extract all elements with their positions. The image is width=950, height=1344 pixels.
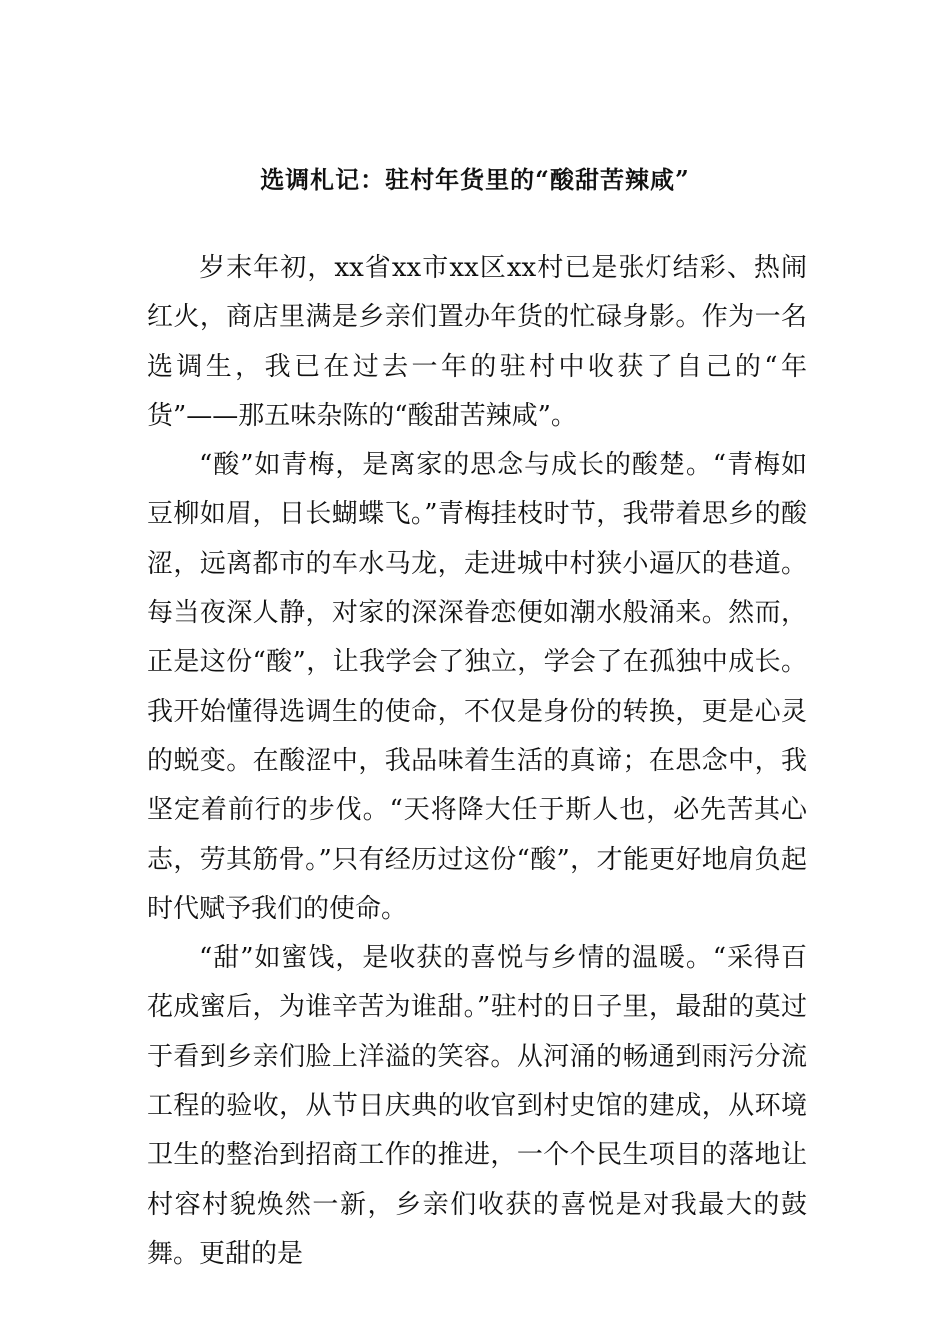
document-title: 选调札记：驻村年货里的“酸甜苦辣咸” bbox=[260, 165, 690, 194]
paragraph-sour: “酸”如青梅，是离家的思念与成长的酸楚。“青梅如豆柳如眉，日长蝴蝶飞。”青梅挂枝时节，我带着思乡的酸涩，远离都市的车水马龙，走进城中村狭小逼仄的巷道。每当夜深人静，对家的深深眷恋便如潮水般涌来。然而，正是这份“酸”，让我学会了独立，学会了在孤独中成长。我开始懂得选调生的使命，不仅是身份的转换，更是心灵的蜕变。在酸涩中，我品味着生活的真谛；在思念中，我坚定着前行的步伐。“天将降大任于斯人也，必先苦其心志，劳其筋骨。”只有经历过这份“酸”，才能更好地肩负起时代赋予我们的使命。 bbox=[147, 450, 807, 924]
paragraph-intro: 岁末年初，xx省xx市xx区xx村已是张灯结彩、热闹红火，商店里满是乡亲们置办年货的忙碌身影。作为一名选调生，我已在过去一年的驻村中收获了自己的“年货”——那五味杂陈的“酸甜苦辣咸”。 bbox=[147, 253, 807, 431]
paragraph-sweet: “甜”如蜜饯，是收获的喜悦与乡情的温暖。“采得百花成蜜后，为谁辛苦为谁甜。”驻村的日子里，最甜的莫过于看到乡亲们脸上洋溢的笑容。从河涌的畅通到雨污分流工程的验收，从节日庆典的收官到村史馆的建成，从环境卫生的整治到招商工作的推进，一个个民生项目的落地让村容村貌焕然一新，乡亲们收获的喜悦是对我最大的鼓舞。更甜的是 bbox=[147, 943, 807, 1269]
document-body bbox=[147, 244, 807, 1279]
